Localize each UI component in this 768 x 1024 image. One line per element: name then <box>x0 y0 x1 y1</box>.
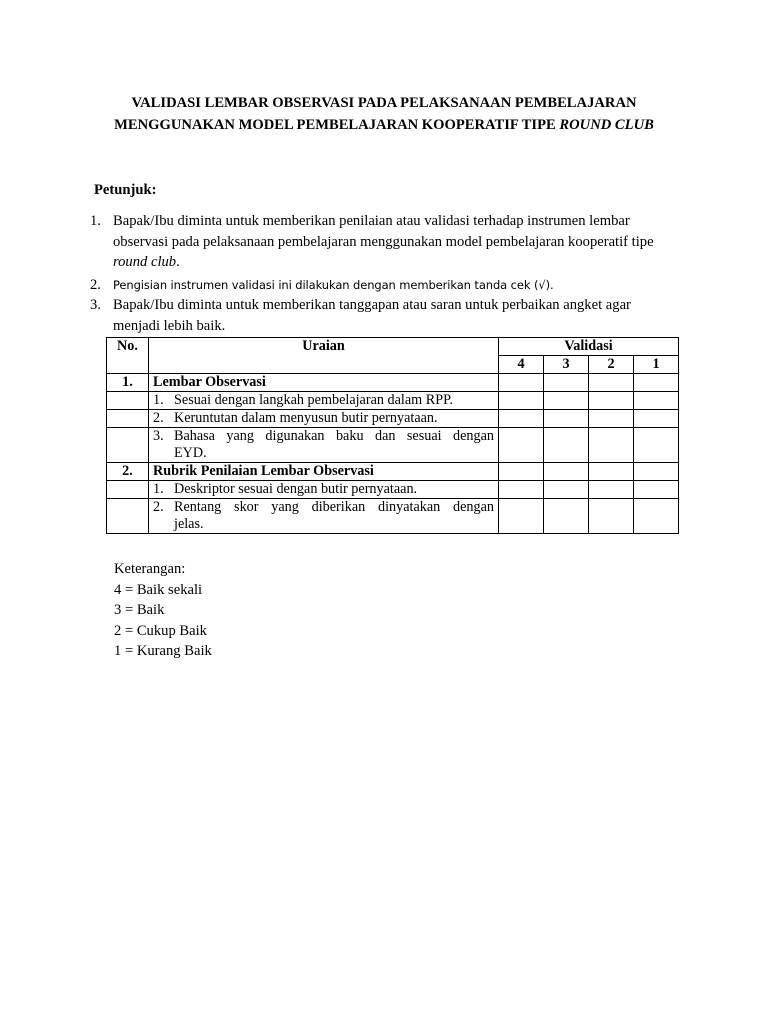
validation-table <box>106 337 679 534</box>
score-header-2: 2 <box>589 356 634 374</box>
item-text-line-2: jelas. <box>174 516 204 532</box>
instruction-3-line-2: menjadi lebih baik. <box>113 317 226 334</box>
instruction-1-italic: round club <box>113 254 177 270</box>
item-number: 2. <box>153 410 164 426</box>
instruction-3 <box>90 295 678 336</box>
item-number: 3. <box>153 428 164 444</box>
empty-no-cell <box>107 392 149 410</box>
section-title: Rubrik Penilaian Lembar Observasi <box>149 463 499 481</box>
instruction-1-end: . <box>176 254 180 270</box>
legend-item-2: 2 = Cukup Baik <box>114 622 207 639</box>
score-cell-1[interactable] <box>634 428 679 463</box>
score-cell-1[interactable] <box>634 392 679 410</box>
item-text-line-1: Bahasa yang digunakan baku dan sesuai dengan <box>174 428 494 444</box>
instruction-2 <box>90 275 678 296</box>
instruction-number: 3. <box>90 297 101 313</box>
score-cell-1[interactable] <box>634 463 679 481</box>
score-cell-4[interactable] <box>499 481 544 499</box>
score-cell-3[interactable] <box>544 392 589 410</box>
section-number: 1. <box>107 374 149 392</box>
score-cell-2[interactable] <box>589 392 634 410</box>
score-cell-3[interactable] <box>544 428 589 463</box>
score-cell-2[interactable] <box>589 374 634 392</box>
table-row <box>107 499 679 534</box>
score-cell-2[interactable] <box>589 410 634 428</box>
item-number: 2. <box>153 499 164 515</box>
score-cell-3[interactable] <box>544 481 589 499</box>
legend-item-3: 3 = Baik <box>114 602 165 619</box>
score-cell-3[interactable] <box>544 374 589 392</box>
item-cell <box>149 428 499 463</box>
instruction-2-text: Pengisian instrumen validasi ini dilakukan dengan memberikan tanda cek (√). <box>113 278 554 292</box>
item-text: Deskriptor sesuai dengan butir pernyataan. <box>174 481 418 497</box>
item-cell <box>149 392 499 410</box>
legend-item-1: 1 = Kurang Baik <box>114 643 212 660</box>
title-line-1: VALIDASI LEMBAR OBSERVASI PADA PELAKSANAAN PEMBELAJARAN <box>131 95 637 111</box>
score-header-4: 4 <box>499 356 544 374</box>
score-cell-4[interactable] <box>499 374 544 392</box>
score-header-1: 1 <box>634 356 679 374</box>
instruction-1 <box>90 211 678 273</box>
instruction-3-line-1: Bapak/Ibu diminta untuk memberikan tanggapan atau saran untuk perbaikan angket agar <box>113 297 631 313</box>
legend-label: Keterangan: <box>114 561 186 577</box>
score-cell-2[interactable] <box>589 428 634 463</box>
item-text: Sesuai dengan langkah pembelajaran dalam RPP. <box>174 392 453 408</box>
header-validasi: Validasi <box>499 338 679 356</box>
section-title: Lembar Observasi <box>149 374 499 392</box>
instruction-number: 2. <box>90 277 101 293</box>
instruction-1-line-3 <box>113 252 678 273</box>
empty-no-cell <box>107 499 149 534</box>
table-row <box>107 392 679 410</box>
table-header-row <box>107 338 679 356</box>
item-text-line-2: EYD. <box>174 445 207 461</box>
score-cell-1[interactable] <box>634 374 679 392</box>
title-line-2-text: MENGGUNAKAN MODEL PEMBELAJARAN KOOPERATIF TIPE <box>114 117 560 133</box>
score-cell-2[interactable] <box>589 463 634 481</box>
score-cell-3[interactable] <box>544 410 589 428</box>
table-row <box>107 374 679 392</box>
score-cell-3[interactable] <box>544 463 589 481</box>
score-header-3: 3 <box>544 356 589 374</box>
item-text-line-1: Rentang skor yang diberikan dinyatakan dengan <box>174 499 494 515</box>
score-cell-4[interactable] <box>499 392 544 410</box>
instruction-number: 1. <box>90 213 101 229</box>
document-title <box>90 92 678 136</box>
title-line-2-italic: ROUND CLUB <box>559 117 654 133</box>
table-row <box>107 428 679 463</box>
header-uraian: Uraian <box>149 338 499 374</box>
score-cell-4[interactable] <box>499 463 544 481</box>
section-number: 2. <box>107 463 149 481</box>
instruction-1-line-2: observasi pada pelaksanaan pembelajaran menggunakan model pembelajaran kooperatif tipe <box>113 233 654 250</box>
table-row <box>107 481 679 499</box>
item-text: Keruntutan dalam menyusun butir pernyataan. <box>174 410 438 426</box>
score-cell-3[interactable] <box>544 499 589 534</box>
score-cell-1[interactable] <box>634 499 679 534</box>
empty-no-cell <box>107 410 149 428</box>
score-cell-1[interactable] <box>634 481 679 499</box>
table-row <box>107 463 679 481</box>
score-cell-4[interactable] <box>499 410 544 428</box>
item-number: 1. <box>153 481 164 497</box>
title-line-2 <box>90 114 678 136</box>
item-cell <box>149 481 499 499</box>
item-number: 1. <box>153 392 164 408</box>
score-cell-2[interactable] <box>589 481 634 499</box>
table-row <box>107 410 679 428</box>
header-no: No. <box>107 338 149 374</box>
item-cell <box>149 410 499 428</box>
item-text <box>174 499 494 533</box>
item-cell <box>149 499 499 534</box>
score-cell-2[interactable] <box>589 499 634 534</box>
item-text <box>174 428 494 462</box>
instruction-1-line-1: Bapak/Ibu diminta untuk memberikan penilaian atau validasi terhadap instrumen lembar <box>113 213 630 229</box>
empty-no-cell <box>107 428 149 463</box>
instructions-heading: Petunjuk: <box>94 182 157 198</box>
legend <box>114 559 212 662</box>
score-cell-4[interactable] <box>499 499 544 534</box>
legend-item-4: 4 = Baik sekali <box>114 581 203 598</box>
empty-no-cell <box>107 481 149 499</box>
score-cell-1[interactable] <box>634 410 679 428</box>
score-cell-4[interactable] <box>499 428 544 463</box>
